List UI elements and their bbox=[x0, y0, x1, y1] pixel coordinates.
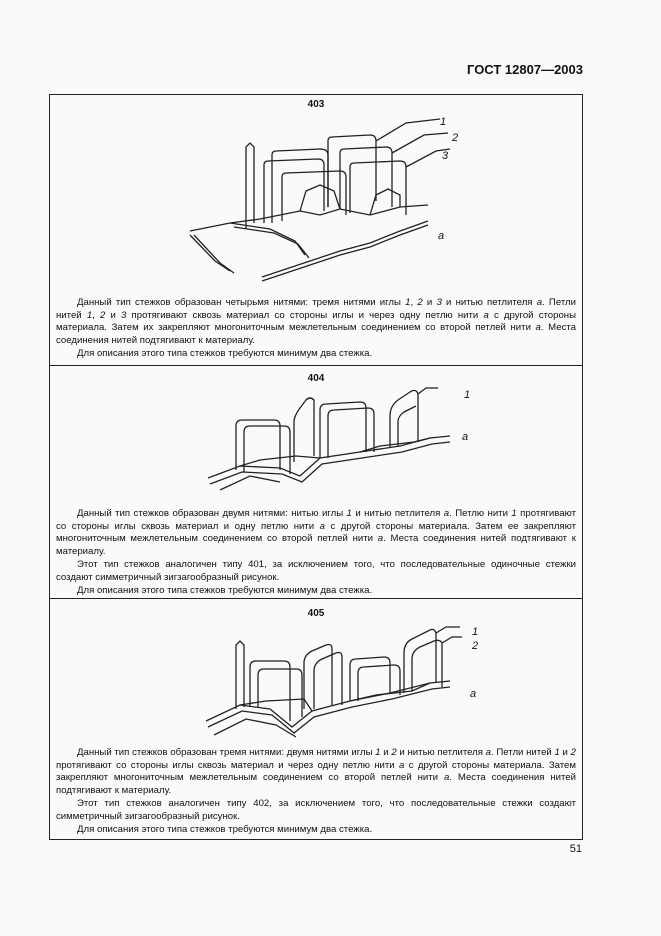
thread-reference: 2 bbox=[570, 747, 576, 758]
stitch-405-diagram bbox=[200, 625, 470, 743]
label-a: a bbox=[462, 431, 469, 443]
thread-reference: 1 bbox=[375, 747, 381, 758]
thread-reference: a bbox=[485, 747, 491, 758]
section-number: 405 bbox=[307, 608, 325, 619]
thread-reference: a bbox=[536, 297, 543, 308]
label-a: a bbox=[438, 230, 445, 242]
thread-reference: a bbox=[377, 533, 384, 545]
section-404 bbox=[50, 365, 582, 598]
thread-reference: 2 bbox=[391, 747, 397, 758]
label-1: 1 bbox=[464, 389, 471, 401]
section-404-paragraph-1: Данный тип стежков образован двумя нитями: нитью иглы 1 и нитью петлителя a. Петлю нити 1 протягивают со стороны иглы сквозь материал и одну петлю нити a с другой стороны материала. Затем ее закрепляют многониточным межлетельным соединением со второй петлей нити a. Места соединения нитей подтягивают к материалу. bbox=[56, 508, 577, 557]
section-405-paragraph-1: Данный тип стежков образован тремя нитями: двумя нитями иглы 1 и 2 и нитью петлителя a. Петли нитей 1 и 2 протягивают со стороны иглы сквозь материал и через одну петлю нити a с другой стороны материала. Затем закрепляют многониточным межлетельным соединением со второй петлей нити a. Места соединения нитей подтягивают к материалу. bbox=[56, 747, 576, 796]
thread-reference: a bbox=[319, 520, 325, 532]
stitch-404-diagram bbox=[200, 386, 460, 496]
stitch-405-labels bbox=[468, 621, 508, 711]
stitch-table bbox=[49, 94, 583, 840]
thread-reference: 3 bbox=[436, 297, 442, 308]
thread-reference: 1 bbox=[86, 309, 93, 321]
thread-reference: 2 bbox=[417, 297, 423, 308]
label-3: 3 bbox=[442, 150, 449, 162]
section-403-paragraph-1: Данный тип стежков образован четырьмя нитями: тремя нитями иглы 1, 2 и 3 и нитью петлителя a. Петли нитей 1, 2 и 3 протягивают сквозь материал со стороны иглы и через одну петлю нити a с другой стороны материала. Затем их закрепляют многониточным межлетельным соединением со второй петлей нити a. Места соединения нитей подтягивают к материалу. bbox=[56, 297, 576, 346]
section-405-paragraph-2: Этот тип стежков аналогичен типу 402, за исключением того, что последовательные стежки создают симметричный зигзагообразный рисунок. bbox=[56, 798, 576, 822]
thread-reference: 1 bbox=[405, 297, 411, 308]
label-2: 2 bbox=[452, 132, 459, 144]
thread-reference: a bbox=[399, 759, 405, 771]
label-1: 1 bbox=[472, 626, 479, 638]
thread-reference: 1 bbox=[554, 747, 560, 758]
section-404-paragraph-2: Этот тип стежков аналогичен типу 401, за исключением того, что последовательные одиночные стежки создают симметричный зигзагообразный рисунок. bbox=[56, 559, 576, 583]
label-1: 1 bbox=[440, 116, 447, 128]
thread-reference: 1 bbox=[511, 508, 517, 519]
section-405-paragraph-3: Для описания этого типа стежков требуются минимум два стежка. bbox=[77, 824, 373, 835]
stitch-403-labels bbox=[440, 135, 490, 245]
page-number: 51 bbox=[569, 843, 582, 855]
section-number: 403 bbox=[307, 99, 325, 110]
label-a: a bbox=[470, 688, 477, 700]
thread-reference: a bbox=[483, 309, 489, 321]
stitch-403-diagram bbox=[170, 111, 459, 289]
thread-reference: 1 bbox=[346, 508, 352, 519]
thread-a-loops bbox=[206, 681, 450, 737]
document-code: ГОСТ 12807—2003 bbox=[467, 62, 583, 77]
stitch-404-labels bbox=[460, 384, 500, 454]
needle-thread-loops bbox=[236, 627, 462, 721]
needle-thread-loops bbox=[246, 119, 450, 229]
thread-a-loops bbox=[190, 205, 428, 281]
section-405 bbox=[50, 598, 582, 839]
thread-reference: 2 bbox=[100, 309, 106, 321]
section-404-paragraph-3: Для описания этого типа стежков требуются минимум два стежка. bbox=[77, 585, 373, 596]
thread-reference: a bbox=[535, 322, 541, 334]
thread-reference: 3 bbox=[121, 309, 127, 321]
section-403 bbox=[50, 95, 582, 365]
label-2: 2 bbox=[472, 640, 479, 652]
section-403-paragraph-2: Для описания этого типа стежков требуются минимум два стежка. bbox=[77, 348, 373, 359]
thread-reference: a bbox=[443, 508, 450, 519]
section-number: 404 bbox=[307, 373, 325, 384]
thread-reference: a bbox=[443, 772, 450, 784]
